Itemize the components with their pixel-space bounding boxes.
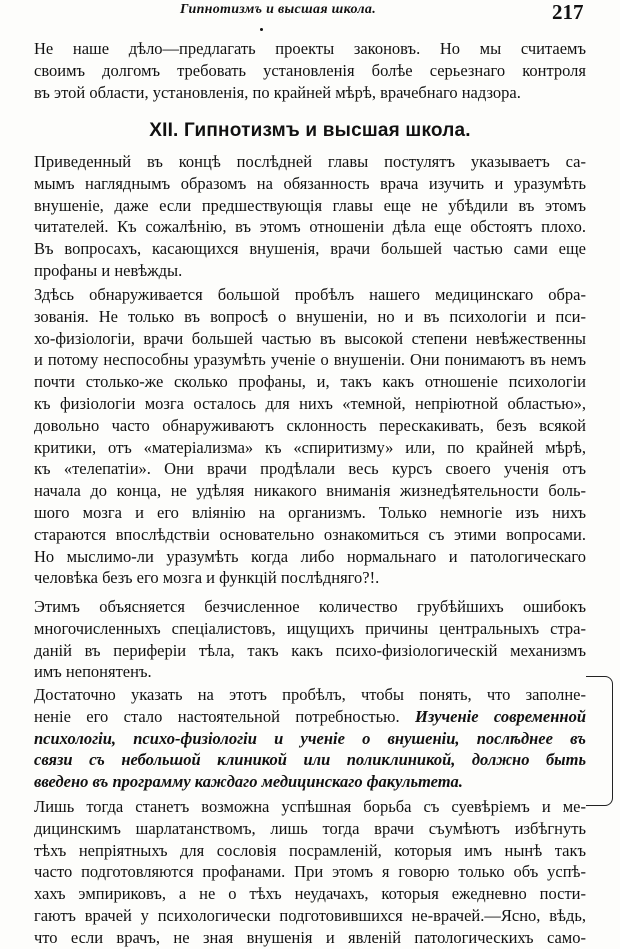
text-line: хахъ эмпириковъ, а не о тѣхъ неудачахъ, которыя ежедневно пости- — [34, 884, 586, 904]
text-line: почти столько-же сколько профаны, и, такъ какъ отношеніе психологіи — [34, 372, 586, 392]
italic-line: связи съ небольшой клиникой или поликлиникой, должно быть — [34, 750, 586, 770]
paragraph-5 — [34, 684, 586, 793]
text-line: тѣхъ непріятныхъ для сословія посрамленій, которыя имъ нынѣ такъ — [34, 840, 586, 860]
text-line: къ «телепатіи». Они врачи продѣлали весь курсъ своего ученія отъ — [34, 459, 586, 479]
text-line: часто подготовляются профанами. При этомъ я говорю только объ успѣ- — [34, 862, 586, 882]
text-line: имъ непонятенъ. — [34, 662, 152, 682]
text-line: Но мыслимо-ли уразумѣть когда либо нормальнаго и патологическаго — [34, 546, 586, 566]
italic-line: введено въ программу каждаго медицинскаго факультета. — [34, 772, 463, 792]
text-line: читателей. Къ сожалѣнію, въ этомъ отношеніи дѣла еще обстоятъ плохо. — [34, 217, 586, 237]
text-line: внушеніе, даже если предшествующія главы еще не убѣдили въ этомъ — [34, 195, 586, 215]
paragraph-4 — [34, 596, 586, 683]
text-line: мымъ нагляднымъ образомъ на обязанность врача изучить и уразумѣть — [34, 173, 586, 193]
text-line: своимъ долгомъ требовать установленія болѣе серьезнаго контроля — [34, 60, 586, 80]
page-number: 217 — [552, 0, 584, 24]
text-line: Здѣсь обнаруживается большой пробѣлъ нашего медицинскаго обра- — [34, 285, 586, 304]
text-line: хо-физіологіи, врачи большей частью въ высокой степени невѣжественны — [34, 328, 586, 348]
text-line: и потому неспособны уразумѣть ученіе о внушеніи. Они понимаютъ въ немъ — [34, 350, 586, 370]
section-heading: XII. Гипнотизмъ и высшая школа. — [149, 120, 471, 141]
text-line: въ этой области, установленія, по крайней мѣрѣ, врачебнаго надзора. — [34, 82, 521, 102]
text-line: Достаточно указать на этотъ пробѣлъ, чтобы понять, что заполне- — [34, 685, 586, 704]
text-line: даній въ периферіи тѣла, такъ какъ психо-физіологическій механизмъ — [34, 640, 586, 660]
text-fragment: неніе его стало настоятельной потребностью. — [34, 706, 400, 726]
section-heading-block — [34, 116, 586, 146]
text-line: къ физіологіи мозга осталось для нихъ «темной, непріютной областью», — [34, 393, 586, 413]
text-line: гаютъ врачей у психологически подготовившихся не-врачей.—Ясно, вѣдь, — [34, 905, 586, 925]
text-line: Этимъ объясняется безчисленное количество грубѣйшихъ ошибокъ — [34, 597, 586, 616]
paragraph-1 — [34, 38, 586, 103]
text-line: шого мозга и его вліянію на организмъ. Только немногіе изъ нихъ — [34, 502, 586, 522]
text-line: Въ вопросахъ, касающихся внушенія, врачи большей частью сами еще — [34, 239, 586, 259]
text-line: человѣка безъ его мозга и функцій послѣдняго?!. — [34, 568, 380, 588]
running-head: Гипнотизмъ и высшая школа. — [180, 2, 376, 17]
text-line: критики, отъ «матеріализма» къ «спиритизму» или, по крайней мѣрѣ, — [34, 437, 586, 457]
paragraph-3 — [34, 284, 586, 589]
text-line: начала до конца, не удѣляя никакого вниманія жизнедѣятельности боль- — [34, 481, 586, 501]
text-line: Лишь тогда станетъ возможна успѣшная борьба съ суевѣріемъ и ме- — [34, 797, 586, 816]
margin-bracket-mark — [586, 676, 613, 806]
text-line: стараются впослѣдствіи основательно ознакомиться съ этими вопросами. — [34, 524, 586, 544]
paragraph-2 — [34, 151, 586, 282]
italic-fragment: Изученіе современной — [414, 706, 586, 726]
text-line: что если врачъ, не зная внушенія и явленій патологическихъ само- — [34, 927, 586, 947]
text-line: довольно часто обнаруживаютъ склонность перескакивать, безъ всякой — [34, 415, 586, 435]
text-line: дицинскимъ шарлатанствомъ, лишь тогда врачи съумѣютъ избѣгнуть — [34, 818, 586, 838]
italic-line: психологіи, психо-физіологіи и ученіе о внушеніи, послѣднее въ — [34, 728, 586, 748]
text-line — [34, 706, 586, 728]
text-line: Приведенный въ концѣ послѣдней главы постулятъ указываетъ са- — [34, 152, 586, 171]
text-line: многочисленныхъ спеціалистовъ, ищущихъ причины центральныхъ стра- — [34, 618, 586, 638]
ink-speck — [260, 28, 263, 31]
text-line: зованія. Не только въ вопросѣ о внушеніи, но и въ психологіи и пси- — [34, 306, 586, 326]
text-line: профаны и невѣжды. — [34, 260, 183, 280]
text-line: Не наше дѣло—предлагать проекты законовъ. Но мы считаемъ — [34, 39, 586, 58]
paragraph-6 — [34, 796, 586, 949]
